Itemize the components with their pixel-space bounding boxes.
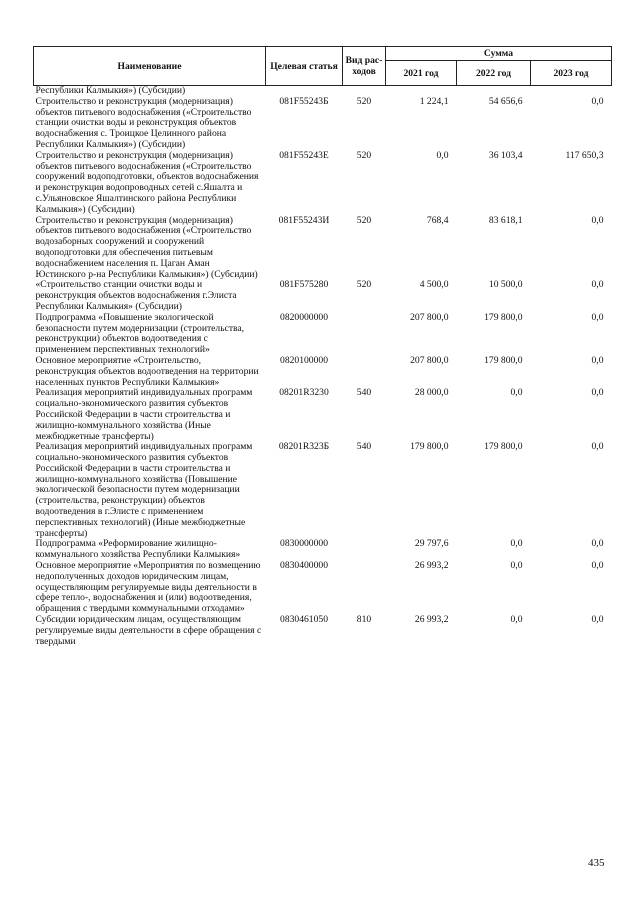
header-year-2023: 2023 год [531,61,612,86]
row-expense-type [343,561,386,615]
row-sum-2022: 36 103,4 [488,149,523,161]
row-name: Строительство и реконструкция (модернизация) объектов питьевого водоснабжения («Строительство сооружений водоподготовки, объектов водоснабжения и реконструкция водопроводных сетей с.Яшалта и с.Ульяновское Яшалтинского района Республики Калмыкия») (Субсидии) [35,149,259,215]
row-sum-2023: 0,0 [591,95,604,107]
row-sum-2022: 83 618,1 [488,214,523,226]
row-sum-2021: 28 000,0 [414,387,449,399]
row-sum-2022: 179 800,0 [484,311,523,323]
row-sum-2023: 0,0 [591,311,604,323]
row-sum-2021: 4 500,0 [419,279,449,291]
row-sum-2021: 207 800,0 [410,354,449,366]
budget-table-page [33,46,611,647]
budget-table [33,46,612,647]
row-name: Подпрограмма «Повышение экологической безопасности путем модернизации (строительства, реконструкции) объектов водоотведения с применением перспективных технологий» [35,311,245,356]
row-sum-2021: 207 800,0 [410,311,449,323]
row-name: Реализация мероприятий индивидуальных программ социально-экономического развития субъектов Российской Федерации в части строительства и жилищно-коммунального хозяйства (Иные межбюджетные трансферты) [35,387,253,442]
row-name: «Строительство станции очистки воды и реконструкция объектов водоснабжения г.Элиста Республики Калмыкия» (Субсидии) [35,279,237,312]
table-body [34,86,612,648]
row-sum-2023: 117 650,3 [565,149,604,161]
row-expense-type [343,313,386,356]
row-sum-2023: 0,0 [591,614,604,626]
row-sum-2021: 26 993,2 [414,560,449,572]
row-sum-2022: 0,0 [510,538,523,550]
row-target-article: 0820000000 [280,311,328,323]
row-sum-2021: 0,0 [436,149,449,161]
table-row [34,313,612,356]
row-sum-2022: 179 800,0 [484,354,523,366]
row-name: Основное мероприятие «Строительство, реконструкция объектов водоотведения на территории населенных пунктов Республики Калмыкия» [35,354,259,388]
row-target-article: 0820100000 [280,354,328,366]
table-row [34,216,612,281]
row-sum-2021: 29 797,6 [414,538,449,550]
header-year-2022: 2022 год [457,61,531,86]
page-number: 435 [588,857,605,869]
row-target-article: 081F55243Е [279,149,329,161]
table-row [34,280,612,312]
table-row [34,442,612,539]
header-sum: Сумма [386,47,612,61]
row-sum-2021: 1 224,1 [419,95,449,107]
row-sum-2021: 768,4 [426,214,449,226]
row-target-article: 08201R3230 [279,387,329,399]
table-row [34,151,612,216]
row-sum-2023: 0,0 [591,279,604,291]
row-sum-2023: 0,0 [591,538,604,550]
row-expense-type: 520 [356,95,372,107]
row-name: Подпрограмма «Реформирование жилищно-коммунального хозяйства Республики Калмыкия» [35,538,241,561]
row-sum-2023: 0,0 [591,387,604,399]
row-expense-type: 520 [356,149,372,161]
row-target-article: 0830000000 [280,538,328,550]
table-row [34,615,612,647]
row-target-article: 081F575280 [279,279,329,291]
row-sum-2023: 0,0 [591,354,604,366]
row-target-article: 081F55243Б [279,95,329,107]
row-sum-2023: 0,0 [591,441,604,453]
row-sum-2021: 26 993,2 [414,614,449,626]
row-name: Субсидии юридическим лицам, осуществляющим регулируемые виды деятельности в сфере обращения с твердыми [35,614,262,647]
table-row [34,356,612,388]
header-year-2021: 2021 год [386,61,457,86]
row-sum-2022: 0,0 [510,560,523,572]
row-sum-2023: 0,0 [591,560,604,572]
row-sum-2022: 54 656,6 [488,95,523,107]
row-expense-type: 520 [356,214,372,226]
row-target-article: 081F55243И [278,214,330,226]
row-expense-type: 540 [356,441,372,453]
row-target-article: 0830461050 [280,614,328,626]
row-expense-type [343,539,386,561]
row-name: Строительство и реконструкция (модернизация) объектов питьевого водоснабжения («Строительство водозаборных сооружений и сооружений водоподготовки для обеспечения питьевым водоснабжением населения п. Цаган Аман Юстинского р-на Республики Калмыкия») (Субсидии) [35,214,258,280]
header-expense-type: Вид рас-ходов [343,47,386,86]
row-name: Республики Калмыкия») (Субсидии) [35,85,186,96]
row-expense-type: 810 [356,614,372,626]
row-expense-type: 540 [356,387,372,399]
row-expense-type [343,356,386,388]
header-target-article: Целевая статья [266,47,343,86]
row-sum-2023: 0,0 [591,214,604,226]
row-target-article: 08201R323Б [278,441,330,453]
row-expense-type: 520 [356,279,372,291]
header-name: Наименование [34,47,266,86]
row-name: Реализация мероприятий индивидуальных программ социально-экономического развития субъектов Российской Федерации в части строительства и жилищно-коммунального хозяйства (Повышение экологической безопасности путем модернизации (строительства, реконструкции) объектов водоотведения в г.Элисте с применением перспективных технологий) (Иные межбюджетные трансферты) [35,441,253,539]
row-target-article: 0830400000 [280,560,328,572]
table-row [34,97,612,151]
row-sum-2022: 0,0 [510,614,523,626]
row-name: Основное мероприятие «Мероприятия по возмещению недополученных доходов юридическим лицам, осуществляющим регулируемые виды деятельности в сфере тепло-, водоснабжения и (или) водоотведения, обращения с твердыми коммунальными отходами» [35,560,261,615]
row-sum-2021: 179 800,0 [410,441,449,453]
table-row [34,539,612,561]
table-row [34,388,612,442]
row-name: Строительство и реконструкция (модернизация) объектов питьевого водоснабжения («Строительство станции очистки воды и реконструкция объектов водоснабжения с. Троицкое Целинного района Республики Калмыкия») (Субсидии) [35,95,252,150]
row-sum-2022: 10 500,0 [488,279,523,291]
row-sum-2022: 179 800,0 [484,441,523,453]
table-row [34,561,612,615]
table-header [34,47,612,86]
row-sum-2022: 0,0 [510,387,523,399]
